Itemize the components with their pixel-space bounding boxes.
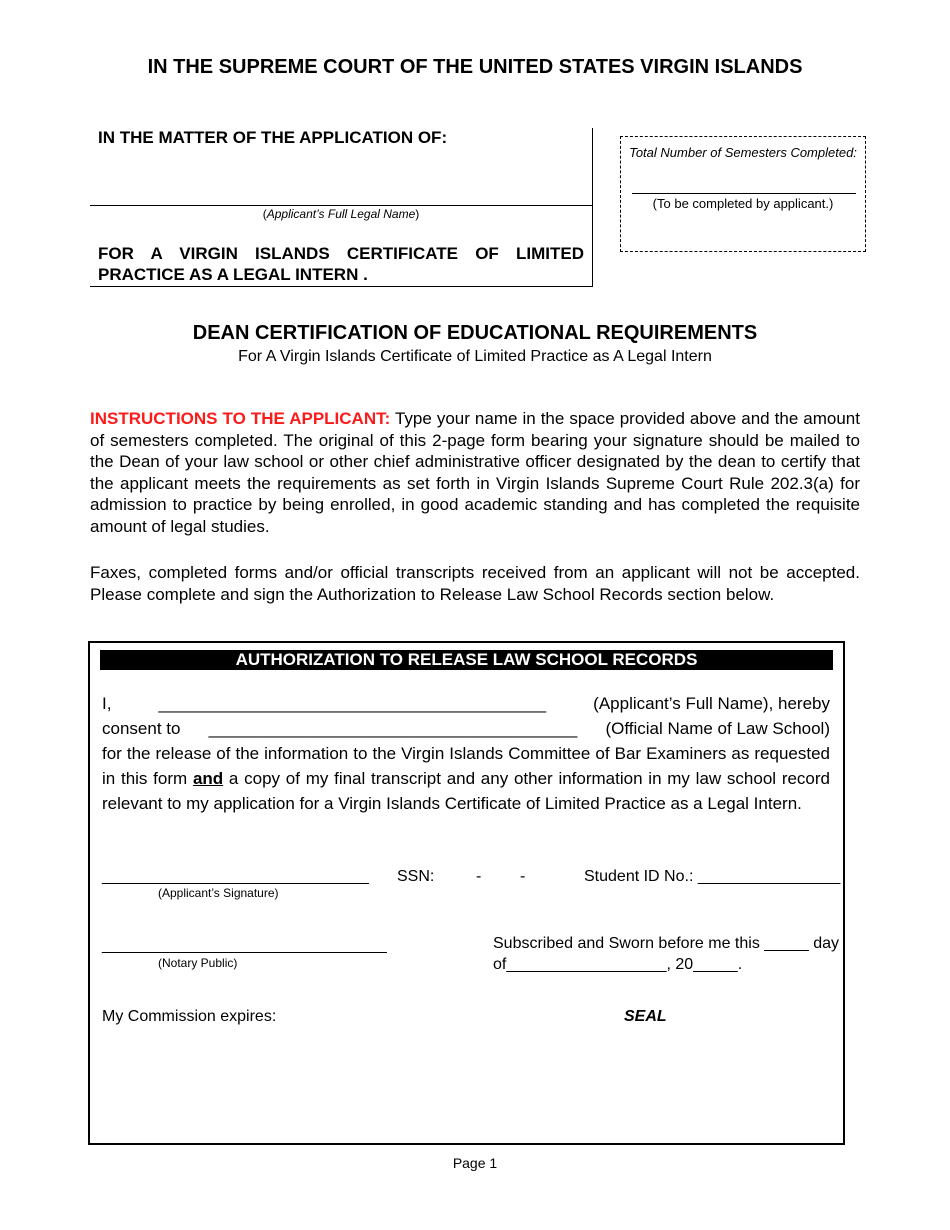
form-title: DEAN CERTIFICATION OF EDUCATIONAL REQUIREMENTS (192, 322, 758, 344)
consent-body-emphasis: and (192, 769, 224, 788)
consent-line-name-suffix: (Applicant’s Full Name), hereby (593, 694, 830, 713)
ssn-label: SSN: (397, 868, 435, 885)
notary-signature-field[interactable]: ________________________________ (102, 937, 387, 954)
consent-body-before: for the release of the information to the Virgin Islands Committee of Bar Examiners as requested in this form (102, 744, 830, 788)
consent-line-school (102, 716, 830, 741)
applicant-name-caption: (Applicant’s Full Legal Name) (262, 207, 420, 221)
applicant-signature-field[interactable]: ______________________________ (102, 868, 369, 885)
applicant-full-name-field[interactable]: _________________________________________ (158, 694, 547, 713)
notary-caption: (Notary Public) (158, 956, 238, 970)
certificate-type-text: FOR A VIRGIN ISLANDS CERTIFICATE OF LIMITED PRACTICE AS A LEGAL INTERN . (98, 244, 584, 284)
applicant-signature-caption: (Applicant’s Signature) (158, 886, 279, 900)
applicant-name-line[interactable] (90, 205, 592, 206)
instructions-label: INSTRUCTIONS TO THE APPLICANT: (90, 409, 391, 428)
law-school-name-field[interactable]: _______________________________________ (208, 719, 578, 738)
sworn-line-1: Subscribed and Sworn before me this _____ day (493, 935, 839, 952)
semesters-note: (To be completed by applicant.) (652, 196, 834, 211)
matter-label: IN THE MATTER OF THE APPLICATION OF: (98, 128, 448, 147)
consent-line-school-prefix: consent to (102, 719, 181, 738)
faxes-paragraph: Faxes, completed forms and/or official transcripts received from an applicant will not be accepted. Please complete and sign the Authorization to Release Law School Records section below. (90, 563, 860, 604)
consent-line-name-prefix: I, (102, 694, 112, 713)
seal-label: SEAL (624, 1008, 667, 1025)
authorization-consent (102, 691, 830, 816)
court-title: IN THE SUPREME COURT OF THE UNITED STATES VIRGIN ISLANDS (147, 56, 803, 78)
consent-body-after: a copy of my final transcript and any other information in my law school record relevant to my application for a Virgin Islands Certificate of Limited Practice as a Legal Intern. (102, 769, 830, 813)
ssn-dash-2: - (520, 868, 526, 885)
consent-body (102, 741, 830, 816)
sworn-line-2: of__________________, 20_____. (493, 956, 743, 973)
page-number: Page 1 (452, 1155, 498, 1171)
caption-divider (592, 128, 593, 287)
instructions-text: Type your name in the space provided above and the amount of semesters completed. The original of this 2-page form bearing your signature should be mailed to the Dean of your law school or other chief administrative officer designated by the dean to certify that the applicant meets the requirements as set forth in Virgin Islands Supreme Court Rule 202.3(a) for admission to practice by being enrolled, in good academic standing and has completed the requisite amount of legal studies. (90, 409, 860, 536)
consent-line-school-suffix: (Official Name of Law School) (605, 719, 830, 738)
instructions-paragraph (90, 408, 860, 537)
authorization-heading: AUTHORIZATION TO RELEASE LAW SCHOOL RECORDS (100, 650, 833, 670)
semesters-label: Total Number of Semesters Completed: (629, 145, 857, 160)
applicant-name-caption-text: Applicant’s Full Legal Name (266, 207, 416, 221)
ssn-dash-1: - (476, 868, 482, 885)
form-subtitle: For A Virgin Islands Certificate of Limited Practice as A Legal Intern (238, 348, 712, 365)
consent-line-name (102, 691, 830, 716)
semesters-input-line[interactable] (632, 193, 856, 194)
commission-expires-label: My Commission expires: (102, 1008, 277, 1025)
caption-bottom-rule (90, 286, 593, 287)
student-id-field[interactable]: Student ID No.: ________________ (584, 868, 841, 885)
